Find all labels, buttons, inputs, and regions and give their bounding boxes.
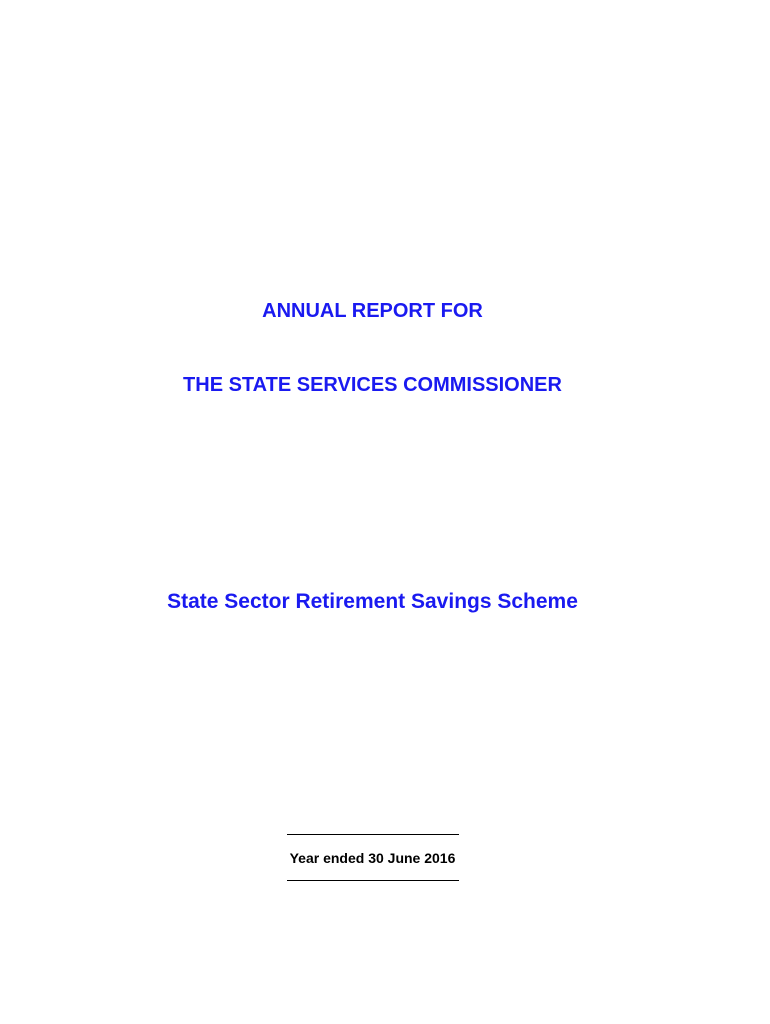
divider-top (287, 834, 459, 835)
report-title-line-1: ANNUAL REPORT FOR (262, 300, 483, 322)
divider-bottom (287, 880, 459, 881)
scheme-name: State Sector Retirement Savings Scheme (167, 590, 578, 613)
report-title-line-2: THE STATE SERVICES COMMISSIONER (183, 374, 562, 396)
reporting-period: Year ended 30 June 2016 (289, 850, 456, 866)
